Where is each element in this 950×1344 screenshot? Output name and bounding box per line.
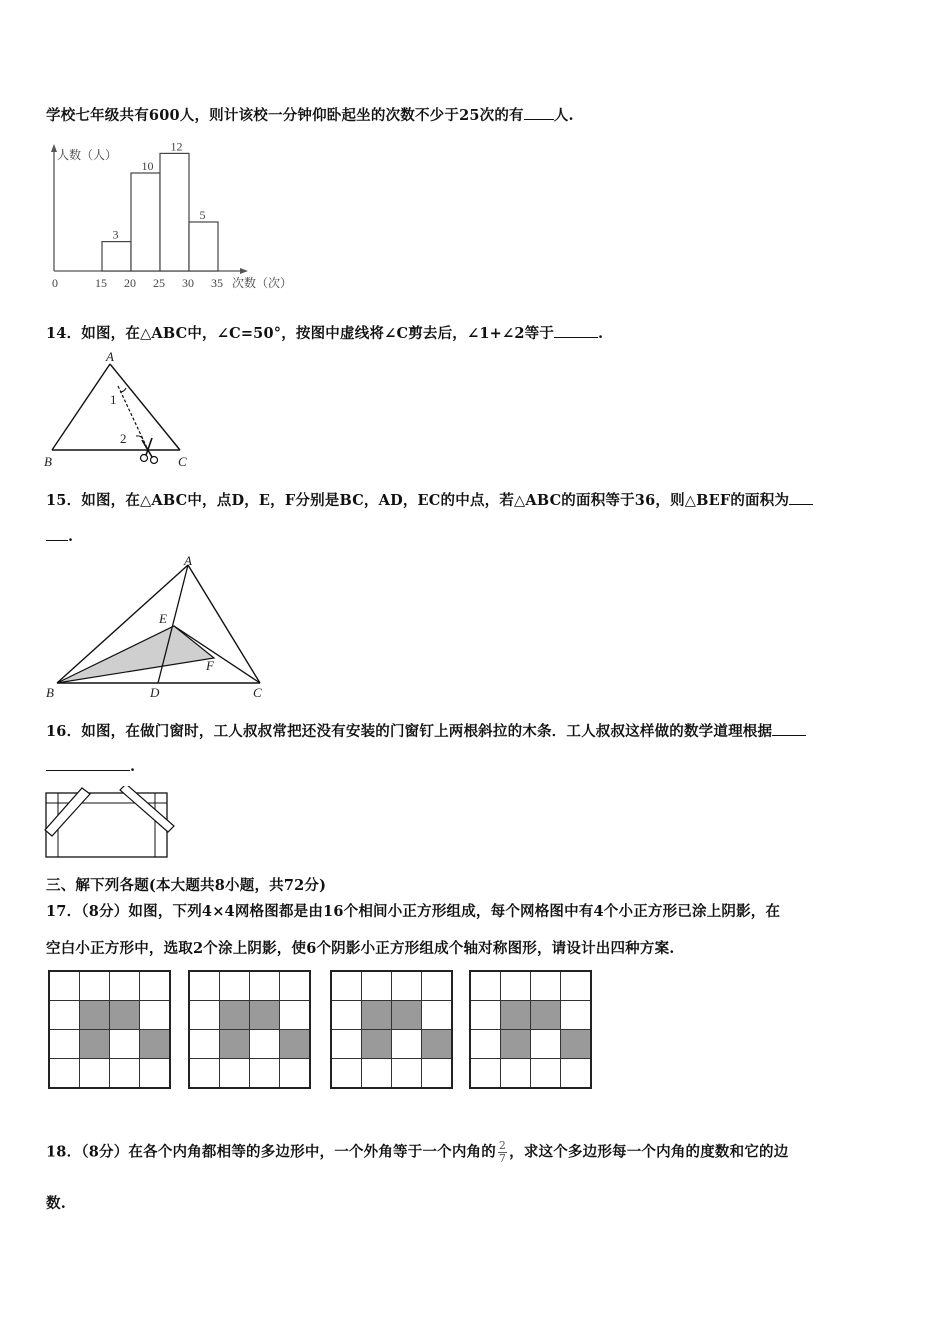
q14-label-2: 2 xyxy=(120,431,127,446)
grid-cell[interactable] xyxy=(331,971,362,1001)
bar-value-label: 3 xyxy=(112,227,119,242)
grid-cell[interactable] xyxy=(501,1059,531,1089)
q16-text-line2 xyxy=(46,758,135,775)
q14-suffix: . xyxy=(598,325,604,342)
histogram-bar xyxy=(160,153,189,271)
q15-answer-blank[interactable] xyxy=(789,492,813,505)
grid-cell[interactable] xyxy=(422,971,453,1001)
grid-cell[interactable] xyxy=(422,1059,453,1089)
grid-cell[interactable] xyxy=(189,1001,220,1030)
grid-cell[interactable] xyxy=(362,1059,392,1089)
histogram-chart xyxy=(40,140,320,295)
q17-text-line1: 17．（8分）如图，下列4×4网格图都是由16个相间小正方形组成，每个网格图中有4个小正方形已涂上阴影，在 xyxy=(46,903,781,920)
grid-cell[interactable] xyxy=(110,1030,140,1059)
q15-label-a: A xyxy=(184,555,192,568)
grid-cell[interactable] xyxy=(220,1059,250,1089)
grid-cell-shaded[interactable] xyxy=(422,1030,453,1059)
grid-cell[interactable] xyxy=(140,971,171,1001)
y-axis-label: 人数（人） xyxy=(57,148,118,162)
grid-cell[interactable] xyxy=(470,1059,501,1089)
grid-cell[interactable] xyxy=(80,971,110,1001)
grid-cell-shaded[interactable] xyxy=(80,1001,110,1030)
bar-value-label: 10 xyxy=(141,159,154,173)
side-ab xyxy=(52,364,110,450)
grid-cell-shaded[interactable] xyxy=(220,1030,250,1059)
grid-cell-shaded[interactable] xyxy=(110,1001,140,1030)
q14-answer-blank[interactable] xyxy=(554,325,598,338)
scissors-icon xyxy=(141,438,158,464)
q15-answer-blank-cont[interactable] xyxy=(46,528,68,541)
side-ac xyxy=(188,565,260,683)
grid-cell-shaded[interactable] xyxy=(561,1030,592,1059)
grid-cell[interactable] xyxy=(561,1001,592,1030)
origin-label: 0 xyxy=(52,276,58,290)
grid-cell[interactable] xyxy=(49,1030,80,1059)
fraction-denominator: 7 xyxy=(498,1152,507,1165)
grid-cell[interactable] xyxy=(250,1059,280,1089)
grid-cell[interactable] xyxy=(422,1001,453,1030)
grid-cell[interactable] xyxy=(49,1059,80,1089)
grid-cell[interactable] xyxy=(220,971,250,1001)
grid-cell[interactable] xyxy=(49,971,80,1001)
diagonal-brace-left xyxy=(45,788,90,836)
x-axis-label: 次数（次） xyxy=(232,276,293,290)
q14-stem: 14．如图，在△ABC中，∠C=50°，按图中虚线将∠C剪去后，∠1+∠2等于 xyxy=(46,325,555,342)
grid-cell[interactable] xyxy=(470,1001,501,1030)
fraction-two-sevenths xyxy=(498,1140,507,1165)
q14-label-a: A xyxy=(106,349,114,364)
grid-cell[interactable] xyxy=(280,1059,311,1089)
x-tick-label: 20 xyxy=(124,276,136,290)
grid-cell[interactable] xyxy=(189,971,220,1001)
q15-label-e: E xyxy=(159,611,167,626)
q16-text-line1 xyxy=(46,720,806,741)
x-tick-label: 30 xyxy=(182,276,194,290)
section3-title: 三、解下列各题(本大题共8小题，共72分) xyxy=(46,877,327,894)
q16-answer-blank-cont[interactable] xyxy=(46,758,130,771)
grid-cell[interactable] xyxy=(140,1001,171,1030)
bar-value-label: 5 xyxy=(199,208,206,222)
q15-label-b: B xyxy=(46,685,54,700)
q16-answer-blank[interactable] xyxy=(772,723,806,736)
q16-window-figure xyxy=(44,786,176,861)
grid-cell[interactable] xyxy=(392,1059,422,1089)
grid-option-1 xyxy=(48,970,171,1089)
q15-label-d: D xyxy=(150,685,160,700)
grid-cell-shaded[interactable] xyxy=(80,1030,110,1059)
q15-suffix: . xyxy=(68,528,74,545)
x-tick-label: 15 xyxy=(95,276,107,290)
fraction-numerator: 2 xyxy=(498,1139,507,1152)
grid-cell[interactable] xyxy=(561,971,592,1001)
grid-cell-shaded[interactable] xyxy=(531,1001,561,1030)
grid-cell[interactable] xyxy=(80,1059,110,1089)
grid-cell[interactable] xyxy=(331,1030,362,1059)
grid-cell[interactable] xyxy=(501,971,531,1001)
grid-cell[interactable] xyxy=(250,1030,280,1059)
triangle-bef-shaded xyxy=(57,626,214,683)
q14-triangle-figure xyxy=(40,348,200,473)
grid-cell[interactable] xyxy=(49,1001,80,1030)
grid-cell[interactable] xyxy=(189,1059,220,1089)
q16-suffix: . xyxy=(130,758,136,775)
q14-label-1: 1 xyxy=(110,392,117,407)
grid-cell[interactable] xyxy=(470,971,501,1001)
q13-answer-blank[interactable] xyxy=(524,107,554,120)
grid-cell-shaded[interactable] xyxy=(140,1030,171,1059)
grid-cell-shaded[interactable] xyxy=(220,1001,250,1030)
q14-text xyxy=(46,322,603,343)
grid-cell[interactable] xyxy=(392,971,422,1001)
q18-stem: 18．（8分）在各个内角都相等的多边形中，一个外角等于一个内角的 xyxy=(46,1143,496,1161)
q15-stem: 15．如图，在△ABC中，点D，E，F分别是BC，AD，EC的中点，若△ABC的面积等于36，则△BEF的面积为 xyxy=(46,492,790,509)
grid-option-3 xyxy=(330,970,453,1089)
grid-cell[interactable] xyxy=(470,1030,501,1059)
x-axis-arrow-icon xyxy=(240,268,248,274)
grid-cell[interactable] xyxy=(531,1059,561,1089)
q15-label-f: F xyxy=(206,658,214,673)
q15-text-line2 xyxy=(46,528,73,545)
grid-cell[interactable] xyxy=(362,971,392,1001)
grid-cell[interactable] xyxy=(531,971,561,1001)
histogram-bar xyxy=(131,173,160,271)
q18-text-line1 xyxy=(46,1140,788,1165)
grid-cell[interactable] xyxy=(140,1059,171,1089)
grid-cell[interactable] xyxy=(110,971,140,1001)
q15-text-line1 xyxy=(46,489,813,510)
q14-label-c: C xyxy=(178,454,187,469)
q13-text xyxy=(46,104,574,125)
grid-cell-shaded[interactable] xyxy=(392,1001,422,1030)
grid-cell-shaded[interactable] xyxy=(501,1001,531,1030)
histogram-bar xyxy=(189,222,218,271)
grid-cell[interactable] xyxy=(189,1030,220,1059)
grid-cell-shaded[interactable] xyxy=(250,1001,280,1030)
grid-cell[interactable] xyxy=(280,1001,311,1030)
grid-option-2 xyxy=(188,970,311,1089)
grid-cell-shaded[interactable] xyxy=(501,1030,531,1059)
grid-option-4 xyxy=(469,970,592,1089)
grid-cell[interactable] xyxy=(392,1030,422,1059)
q15-triangle-figure xyxy=(40,555,280,705)
grid-cell[interactable] xyxy=(531,1030,561,1059)
x-tick-label: 25 xyxy=(153,276,165,290)
bar-value-label: 12 xyxy=(170,140,183,154)
grid-cell-shaded[interactable] xyxy=(362,1030,392,1059)
grid-cell-shaded[interactable] xyxy=(362,1001,392,1030)
q17-text-line2: 空白小正方形中，选取2个涂上阴影，使6个阴影小正方形组成个轴对称图形，请设计出四种方案. xyxy=(46,940,675,957)
grid-cell[interactable] xyxy=(331,1059,362,1089)
q13-stem: 学校七年级共有600人，则计该校一分钟仰卧起坐的次数不少于25次的有 xyxy=(46,107,524,124)
q15-label-c: C xyxy=(253,685,262,700)
grid-cell[interactable] xyxy=(280,971,311,1001)
q18-stem-cont: ，求这个多边形每一个内角的度数和它的边 xyxy=(509,1143,789,1161)
grid-cell[interactable] xyxy=(331,1001,362,1030)
grid-cell-shaded[interactable] xyxy=(280,1030,311,1059)
histogram-bar xyxy=(102,242,131,271)
q18-text-line2: 数. xyxy=(46,1195,66,1212)
q14-label-b: B xyxy=(44,454,52,469)
grid-cell[interactable] xyxy=(110,1059,140,1089)
grid-cell[interactable] xyxy=(250,971,280,1001)
grid-cell[interactable] xyxy=(561,1059,592,1089)
x-tick-label: 35 xyxy=(211,276,223,290)
q13-suffix: 人. xyxy=(553,107,574,124)
q16-stem: 16．如图，在做门窗时，工人叔叔常把还没有安装的门窗钉上两根斜拉的木条．工人叔叔这样做的数学道理根据 xyxy=(46,723,773,740)
